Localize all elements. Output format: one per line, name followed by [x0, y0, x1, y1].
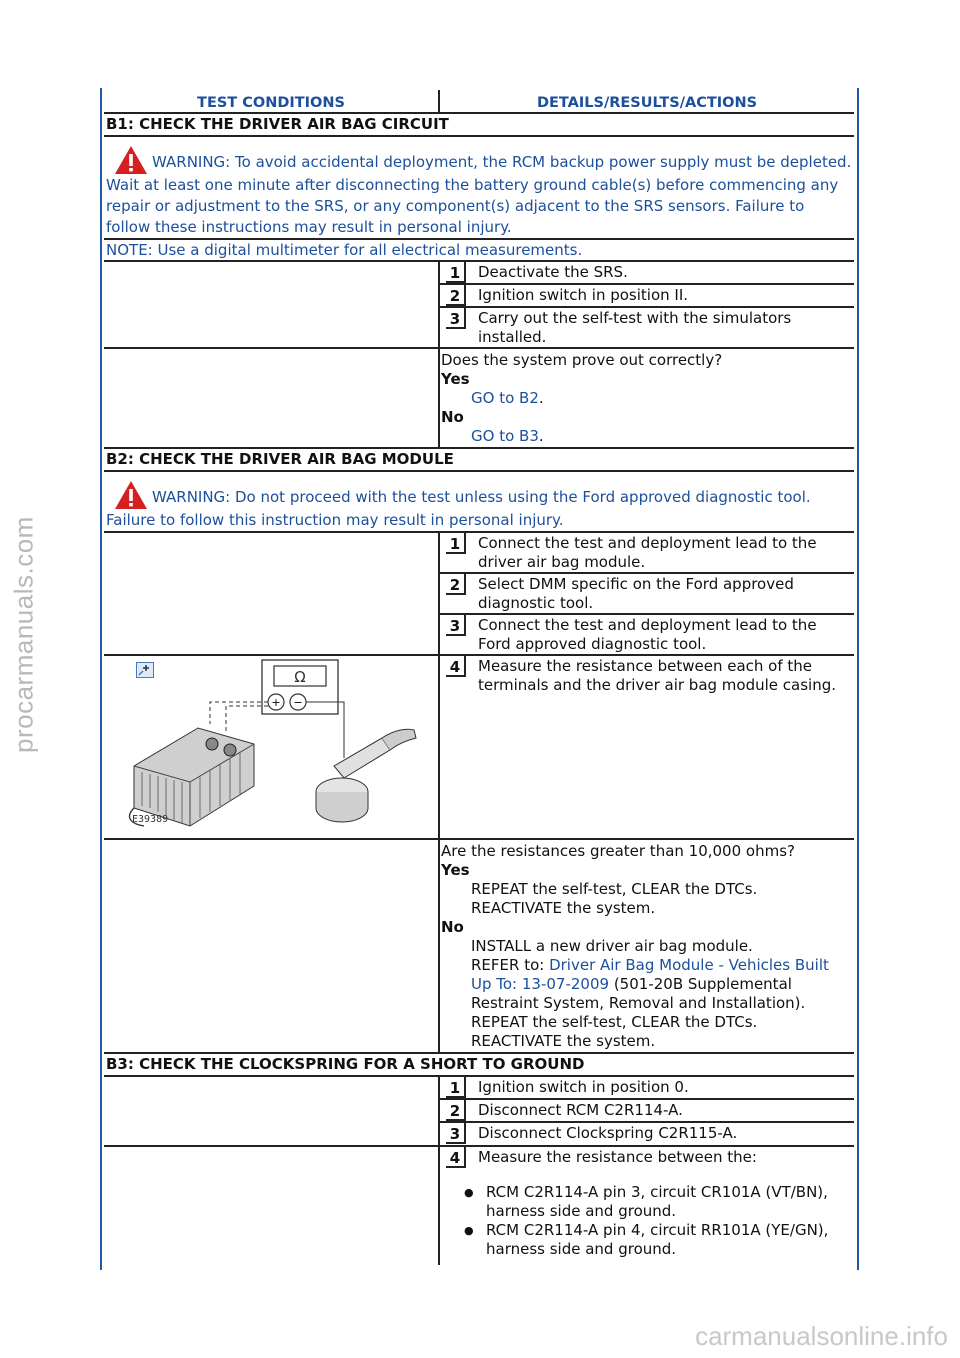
- go-to-b2-link[interactable]: GO to B2: [471, 389, 539, 407]
- b1-result-row: [104, 349, 854, 449]
- svg-text:−: −: [293, 696, 303, 709]
- b1-question: Does the system prove out correctly?: [441, 351, 723, 369]
- b2-yes-line: REACTIVATE the system.: [471, 899, 656, 917]
- step-text: Carry out the self-test with the simulators installed.: [478, 309, 792, 346]
- b1-steps-row: [104, 262, 854, 349]
- step-text: Measure the resistance between the:: [478, 1148, 757, 1166]
- step-row: [440, 285, 854, 308]
- step-text: Select DMM specific on the Ford approved diagnostic tool.: [478, 575, 794, 612]
- b3-step4-row: [104, 1147, 854, 1265]
- b3-step-4: [440, 1147, 854, 1265]
- b1-conditions-cell: [104, 262, 440, 347]
- step-text: Disconnect RCM C2R114-A.: [478, 1101, 683, 1119]
- step-row: [440, 308, 854, 347]
- list-item: ● RCM C2R114-A pin 3, circuit CR101A (VT/BN), harness side and ground.: [462, 1183, 854, 1221]
- b2-result: [440, 840, 854, 1052]
- svg-text:+: +: [271, 696, 281, 709]
- b2-no-line: INSTALL a new driver air bag module.: [471, 937, 753, 955]
- b2-steps: [440, 533, 854, 654]
- step-row: [440, 1147, 854, 1169]
- step-text: Ignition switch in position II.: [478, 286, 689, 304]
- step-row: [440, 574, 854, 615]
- right-frame-bar: [857, 88, 859, 1270]
- b1-note: NOTE: Use a digital multimeter for all electrical measurements.: [104, 240, 854, 262]
- b2-steps-row: [104, 531, 854, 656]
- b1-title: B1: CHECK THE DRIVER AIR BAG CIRCUIT: [104, 114, 854, 137]
- list-item: ● RCM C2R114-A pin 4, circuit RR101A (YE/GN), harness side and ground.: [462, 1221, 854, 1259]
- b1-no-action: [441, 427, 854, 446]
- b3-step4-conditions: [104, 1147, 440, 1265]
- b2-refer: [441, 956, 854, 1013]
- step-number: 4: [446, 656, 466, 677]
- left-frame-bar: [100, 88, 102, 1270]
- refer-suffix: (501-20B Supplemental Restraint System, Removal and Installation).: [471, 975, 806, 1012]
- step-number: 1: [446, 262, 466, 283]
- driver-air-bag-module-link[interactable]: Driver Air Bag Module - Vehicles Built Up To: 13-07-2009: [471, 956, 829, 993]
- b3-title: B3: CHECK THE CLOCKSPRING FOR A SHORT TO GROUND: [104, 1054, 854, 1077]
- meter-symbol: Ω: [294, 668, 306, 686]
- b2-warning: [104, 472, 854, 531]
- b2-no-line: REACTIVATE the system.: [471, 1032, 656, 1050]
- step-row: [440, 615, 854, 654]
- refer-prefix: REFER to:: [471, 956, 550, 974]
- b2-no-line: REPEAT the self-test, CLEAR the DTCs.: [471, 1013, 758, 1031]
- header-test-conditions: TEST CONDITIONS: [104, 90, 440, 112]
- side-watermark: procarmanuals.com: [8, 516, 39, 754]
- b1-yes-period: .: [538, 389, 544, 407]
- step-text: Measure the resistance between each of the terminals and the driver air bag module casing.: [478, 657, 837, 694]
- b1-yes-label: Yes: [441, 370, 470, 388]
- step-number: 2: [446, 574, 466, 595]
- b2-question: Are the resistances greater than 10,000 ohms?: [441, 842, 795, 860]
- b2-result-conditions: [104, 840, 440, 1052]
- b1-yes-action: [441, 389, 854, 408]
- step-number: 4: [446, 1147, 466, 1168]
- step-text: Ignition switch in position 0.: [478, 1078, 689, 1096]
- step-row: [440, 262, 854, 285]
- b3-conditions-cell: [104, 1077, 440, 1145]
- step-row: [440, 1077, 854, 1100]
- figure-label: E39389: [132, 814, 169, 825]
- b1-result-conditions: [104, 349, 440, 447]
- b2-figure-row: [104, 656, 854, 840]
- step-text: Connect the test and deployment lead to the driver air bag module.: [478, 534, 817, 571]
- b2-step-4: [440, 656, 854, 838]
- step-row: [440, 656, 854, 695]
- b1-no-label: No: [441, 408, 464, 426]
- b1-warning: [104, 137, 854, 240]
- table-header: [104, 90, 854, 114]
- b2-yes-line: REPEAT the self-test, CLEAR the DTCs.: [471, 880, 758, 898]
- step-number: 3: [446, 308, 466, 329]
- b2-figure-cell: [104, 656, 440, 838]
- b3-bullet-list: [440, 1169, 854, 1259]
- step-number: 3: [446, 615, 466, 636]
- test-table: [104, 90, 854, 1265]
- bottom-watermark: carmanualsonline.info: [695, 1321, 948, 1351]
- header-details: DETAILS/RESULTS/ACTIONS: [536, 95, 758, 111]
- step-text: Deactivate the SRS.: [478, 263, 628, 281]
- b2-title: B2: CHECK THE DRIVER AIR BAG MODULE: [104, 449, 854, 472]
- b2-result-row: [104, 840, 854, 1054]
- warning-icon: [114, 480, 148, 510]
- b1-result: [440, 349, 854, 447]
- b1-steps: [440, 262, 854, 347]
- step-row: [440, 533, 854, 574]
- step-row: [440, 1100, 854, 1123]
- go-to-b3-link[interactable]: GO to B3: [471, 427, 539, 445]
- airbag-measurement-diagram: [114, 658, 434, 828]
- step-text: Connect the test and deployment lead to the Ford approved diagnostic tool.: [478, 616, 817, 653]
- warning-icon: [114, 145, 148, 175]
- b1-warning-text: WARNING: To avoid accidental deployment, the RCM backup power supply must be depleted. Wait at least one minute after disconnecting the battery ground cable(s) before commencing any repair or adjustment to the SRS, or any component(s) adjacent to the SRS sensors. Failure to follow these instructions may result in personal injury.: [106, 153, 852, 236]
- step-number: 2: [446, 285, 466, 306]
- step-row: [440, 1123, 854, 1145]
- b1-no-period: .: [538, 427, 544, 445]
- b3-steps: [440, 1077, 854, 1145]
- b2-conditions-cell: [104, 533, 440, 654]
- b2-no-label: No: [441, 918, 464, 936]
- step-text: Disconnect Clockspring C2R115-A.: [478, 1124, 738, 1142]
- step-number: 3: [446, 1123, 466, 1144]
- step-number: 1: [446, 1077, 466, 1098]
- b2-yes-label: Yes: [441, 861, 470, 879]
- step-number: 1: [446, 533, 466, 554]
- b3-steps-row: [104, 1077, 854, 1147]
- step-number: 2: [446, 1100, 466, 1121]
- b2-warning-text: WARNING: Do not proceed with the test unless using the Ford approved diagnostic tool. Failure to follow this instruction may result in personal injury.: [106, 488, 811, 529]
